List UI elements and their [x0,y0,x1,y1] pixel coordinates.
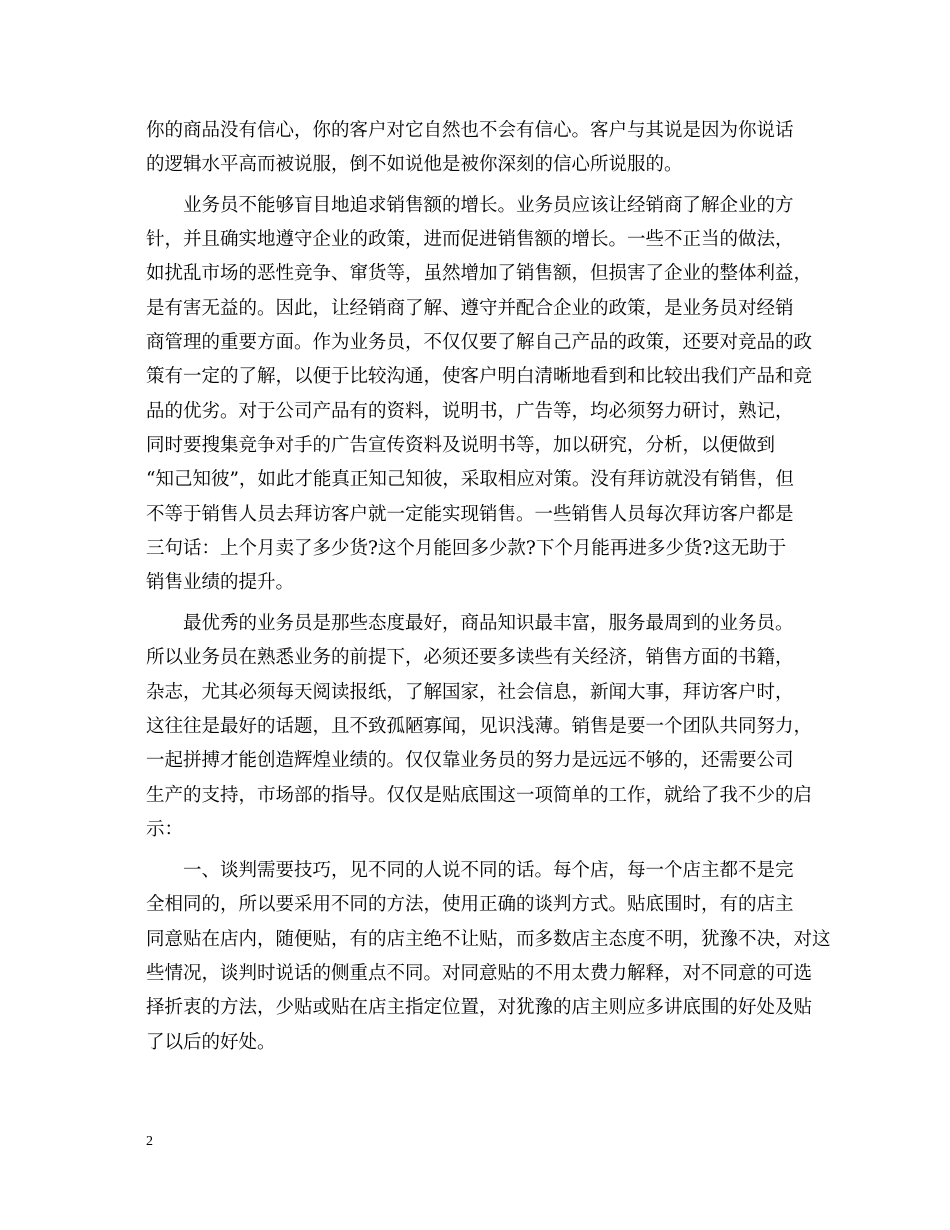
text-line: 销售业绩的提升。 [146,572,295,593]
text-line: 一、谈判需要技巧，见不同的人说不同的话。每个店，每一个店主都不是完 [183,860,794,881]
text-line: 商管理的重要方面。作为业务员，不仅仅要了解自己产品的政策，还要对竞品的政 [146,332,813,353]
text-line: 你的商品没有信心，你的客户对它自然也不会有信心。客户与其说是因为你说话 [146,120,794,141]
text-line: 全相同的，所以要采用不同的方法，使用正确的谈判方式。贴底围时，有的店主 [146,894,794,915]
text-line: 同时要搜集竞争对手的广告宣传资料及说明书等，加以研究，分析，以便做到 [146,435,776,456]
text-line: 了以后的好处。 [146,1032,276,1053]
text-line: 策有一定的了解，以便于比较沟通，使客户明白清晰地看到和比较出我们产品和竞 [146,366,813,387]
text-line: 如扰乱市场的恶性竞争、窜货等，虽然增加了销售额，但损害了企业的整体利益， [146,263,813,284]
text-line: 些情况，谈判时说话的侧重点不同。对同意贴的不用太费力解释，对不同意的可选 [146,963,813,984]
text-line: 三句话：上个月卖了多少货?这个月能回多少款?下个月能再进多少货?这无助于 [146,538,787,559]
text-line: 品的优劣。对于公司产品有的资料，说明书，广告等，均必须努力研讨，熟记， [146,401,794,422]
text-line: 杂志，尤其必须每天阅读报纸，了解国家，社会信息，新闻大事，拜访客户时， [146,682,794,703]
text-line: 不等于销售人员去拜访客户就一定能实现销售。一些销售人员每次拜访客户都是 [146,504,794,525]
text-line: 示： [146,819,184,840]
page-number: 2 [146,1134,153,1149]
text-line: 针，并且确实地遵守企业的政策，进而促进销售额的增长。一些不正当的做法， [146,229,794,250]
text-line: 业务员不能够盲目地追求销售额的增长。业务员应该让经销商了解企业的方 [183,195,794,216]
text-line: “知己知彼”，如此才能真正知己知彼，采取相应对策。没有拜访就没有销售，但 [146,469,794,490]
text-line: 择折衷的方法，少贴或贴在店主指定位置，对犹豫的店主则应多讲底围的好处及贴 [146,997,813,1018]
text-line: 同意贴在店内，随便贴，有的店主绝不让贴，而多数店主态度不明，犹豫不决，对这 [146,929,831,950]
text-line: 一起拼搏才能创造辉煌业绩的。仅仅靠业务员的努力是远远不够的，还需要公司 [146,750,794,771]
text-line: 是有害无益的。因此，让经销商了解、遵守并配合企业的政策，是业务员对经销 [146,298,794,319]
text-line: 这往往是最好的话题，且不致孤陋寡闻，见识浅薄。销售是要一个团队共同努力， [146,716,813,737]
text-line: 生产的支持，市场部的指导。仅仅是贴底围这一项简单的工作，就给了我不少的启 [146,785,813,806]
text-line: 所以业务员在熟悉业务的前提下，必须还要多读些有关经济，销售方面的书籍， [146,647,794,668]
text-line: 最优秀的业务员是那些态度最好，商品知识最丰富，服务最周到的业务员。 [183,613,794,634]
text-line: 的逻辑水平高而被说服，倒不如说他是被你深刻的信心所说服的。 [146,154,683,175]
